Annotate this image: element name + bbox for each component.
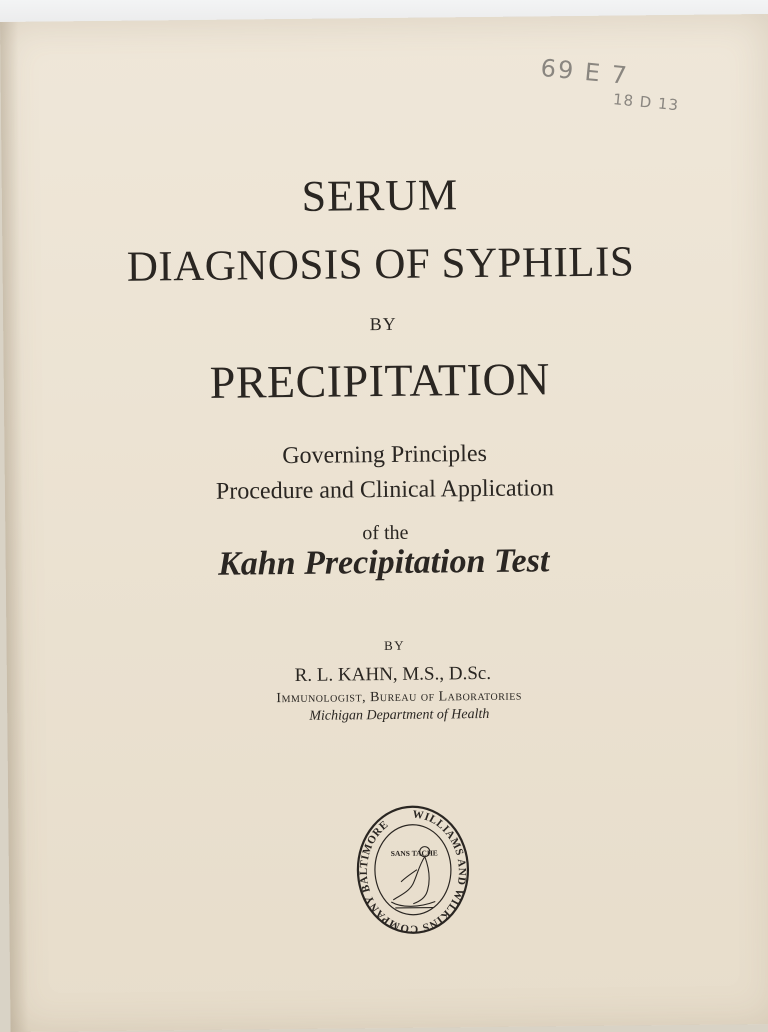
author-name: R. L. KAHN, M.S., D.Sc. — [294, 662, 492, 686]
title-line-by: BY — [369, 313, 397, 335]
subtitle-governing: Governing Principles — [282, 440, 488, 470]
author-department: Michigan Department of Health — [309, 706, 490, 724]
seal-motto: SANS TACHE — [390, 848, 438, 858]
pencil-annotation-bottom: 18 D 13 — [612, 90, 680, 115]
author-by: BY — [383, 637, 406, 654]
subtitle-kahn-test: Kahn Precipitation Test — [217, 542, 550, 583]
title-line-precipitation: PRECIPITATION — [209, 353, 551, 408]
pencil-annotation-top: 69 E 7 — [539, 53, 630, 90]
seal-ring-text: WILLIAMS AND WILKINS COMPANY BALTIMORE — [357, 808, 468, 935]
title-page — [0, 14, 768, 1032]
publisher-seal-icon — [354, 803, 471, 936]
title-line-diagnosis: DIAGNOSIS OF SYPHILIS — [126, 238, 635, 291]
author-role: Immunologist, Bureau of Laboratories — [276, 688, 522, 707]
subtitle-procedure: Procedure and Clinical Application — [215, 475, 555, 505]
subtitle-of-the: of the — [362, 521, 409, 545]
title-line-serum: SERUM — [301, 170, 459, 221]
